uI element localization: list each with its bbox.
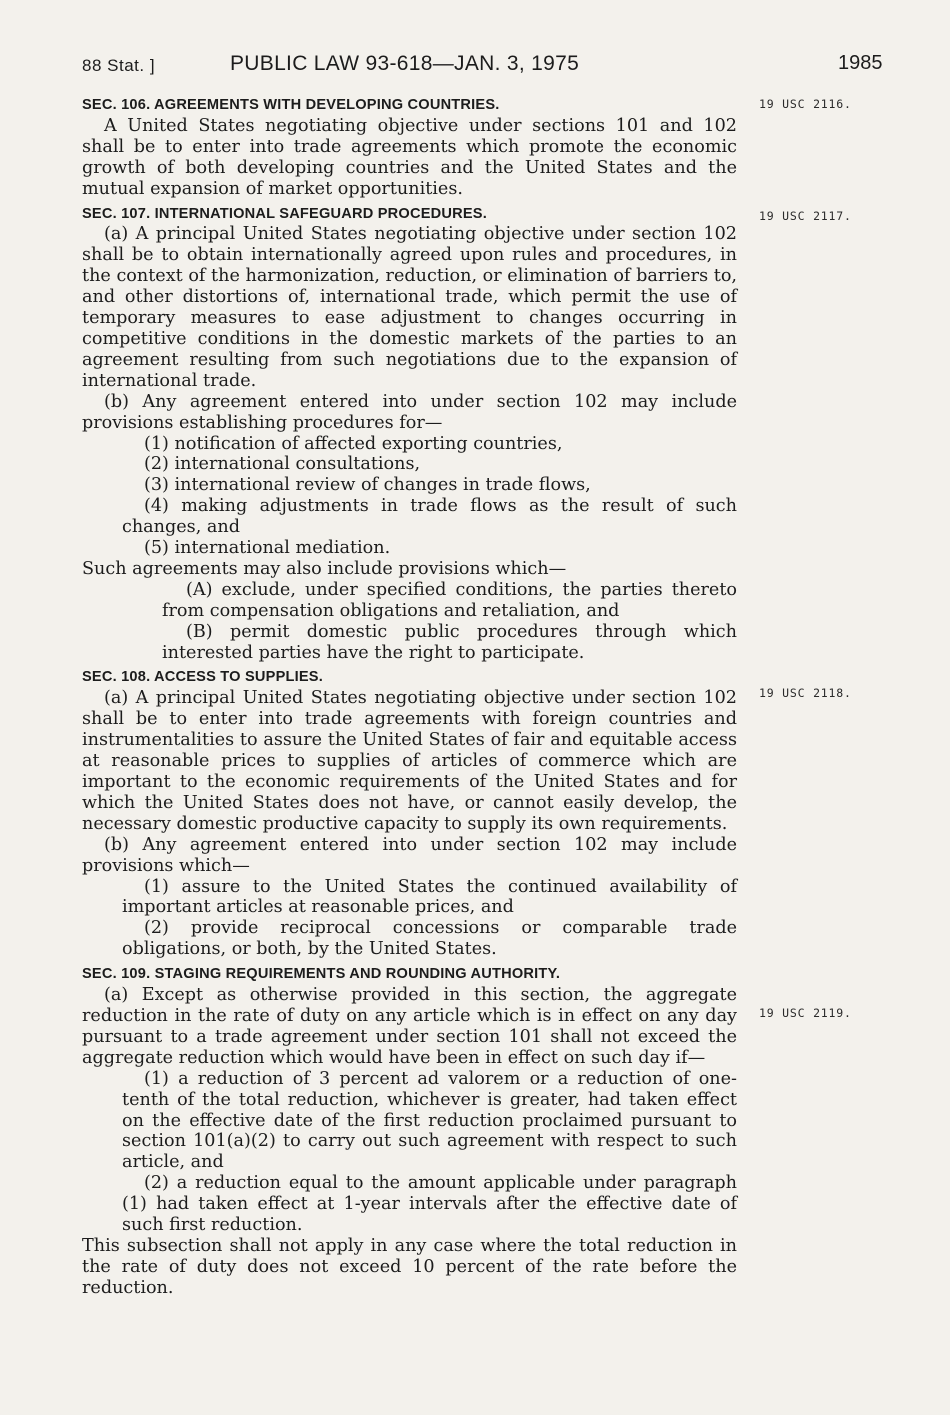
section-107-item-2: (2) international consultations,: [144, 454, 421, 475]
section-107-subitem-a: (A) exclude, under specified conditions, the parties thereto from compensation obligations and retaliation, and: [162, 579, 737, 621]
section-107-item-1: (1) notification of affected exporting countries,: [144, 433, 563, 454]
section-108-b: (b) Any agreement entered into under section 102 may include provisions which—: [82, 834, 737, 876]
section-108-heading: SEC. 108. ACCESS TO SUPPLIES.: [82, 669, 323, 686]
page-number: 1985: [838, 52, 883, 74]
body-text: [82, 95, 737, 1299]
section-108-item-2: (2) provide reciprocal concessions or comparable trade obligations, or both, by the United States.: [122, 918, 737, 960]
section-107-subitem-b: (B) permit domestic public procedures through which interested parties have the right to participate.: [162, 621, 737, 663]
section-107-item-5: (5) international mediation.: [144, 538, 391, 559]
section-107-heading: SEC. 107. INTERNATIONAL SAFEGUARD PROCEDURES.: [82, 205, 487, 222]
section-107-a: (a) A principal United States negotiating objective under section 102 shall be to obtain internationally agreed upon rules and procedures, in the context of the harmonization, reduction, or elimination of barriers to, and other distortions of, international trade, which permit the use of temporary measures to ease adjustment to changes occurring in competitive conditions in the domestic markets of the parties to an agreement resulting from such negotiations due to the expansion of international trade.: [82, 224, 737, 391]
section-109-item-1: (1) a reduction of 3 percent ad valorem or a reduction of one-tenth of the total reduction, whichever is greater, had taken effect on the effective date of the first reduction proclaimed pursuant to section 101(a)(2) to carry out such agreement with respect to such article, and: [122, 1068, 737, 1173]
section-107-b: (b) Any agreement entered into under section 102 may include provisions establishing procedures for—: [82, 391, 737, 433]
section-108-a: (a) A principal United States negotiating objective under section 102 shall be to enter into trade agreements with foreign countries and instrumentalities to assure the United States of fair and equitable access at reasonable prices to supplies of articles of commerce which are important to the economic requirements of the United States and for which the United States does not have, or cannot easily develop, the necessary domestic productive capacity to supply its own requirements.: [82, 688, 737, 834]
margin-note-2117: 19 USC 2117.: [759, 209, 852, 223]
section-109-closing: This subsection shall not apply in any case where the total reduction in the rate of duty does not exceed 10 percent of the rate before the reduction.: [82, 1235, 737, 1298]
section-106-text: A United States negotiating objective under sections 101 and 102 shall be to enter into trade agreements which promote the economic growth of both developing countries and the United States and the mutual expansion of market opportunities.: [82, 115, 737, 199]
statute-reference: 88 Stat. ]: [82, 56, 156, 75]
section-107-also: Such agreements may also include provisions which—: [82, 558, 567, 579]
running-title: PUBLIC LAW 93-618—JAN. 3, 1975: [230, 52, 580, 75]
section-106-heading: SEC. 106. AGREEMENTS WITH DEVELOPING COUNTRIES.: [82, 97, 500, 113]
margin-note-2116: 19 USC 2116.: [759, 97, 852, 111]
section-107-item-4: (4) making adjustments in trade flows as the result of such changes, and: [122, 496, 737, 538]
margin-note-2119: 19 USC 2119.: [759, 1006, 852, 1020]
section-109-heading: SEC. 109. STAGING REQUIREMENTS AND ROUNDING AUTHORITY.: [82, 966, 561, 983]
section-108-item-1: (1) assure to the United States the continued availability of important articles at reasonable prices, and: [122, 876, 737, 918]
page-header: [82, 52, 882, 82]
section-107-item-3: (3) international review of changes in trade flows,: [144, 475, 591, 496]
section-109-item-2: (2) a reduction equal to the amount applicable under paragraph (1) had taken effect at 1-year intervals after the effective date of such first reduction.: [122, 1173, 737, 1236]
margin-note-2118: 19 USC 2118.: [759, 686, 852, 700]
section-109-a: (a) Except as otherwise provided in this section, the aggregate reduction in the rate of duty on any article which is in effect on any day pursuant to a trade agreement under section 101 shall not exceed the aggregate reduction which would have been in effect on such day if—: [82, 985, 737, 1068]
